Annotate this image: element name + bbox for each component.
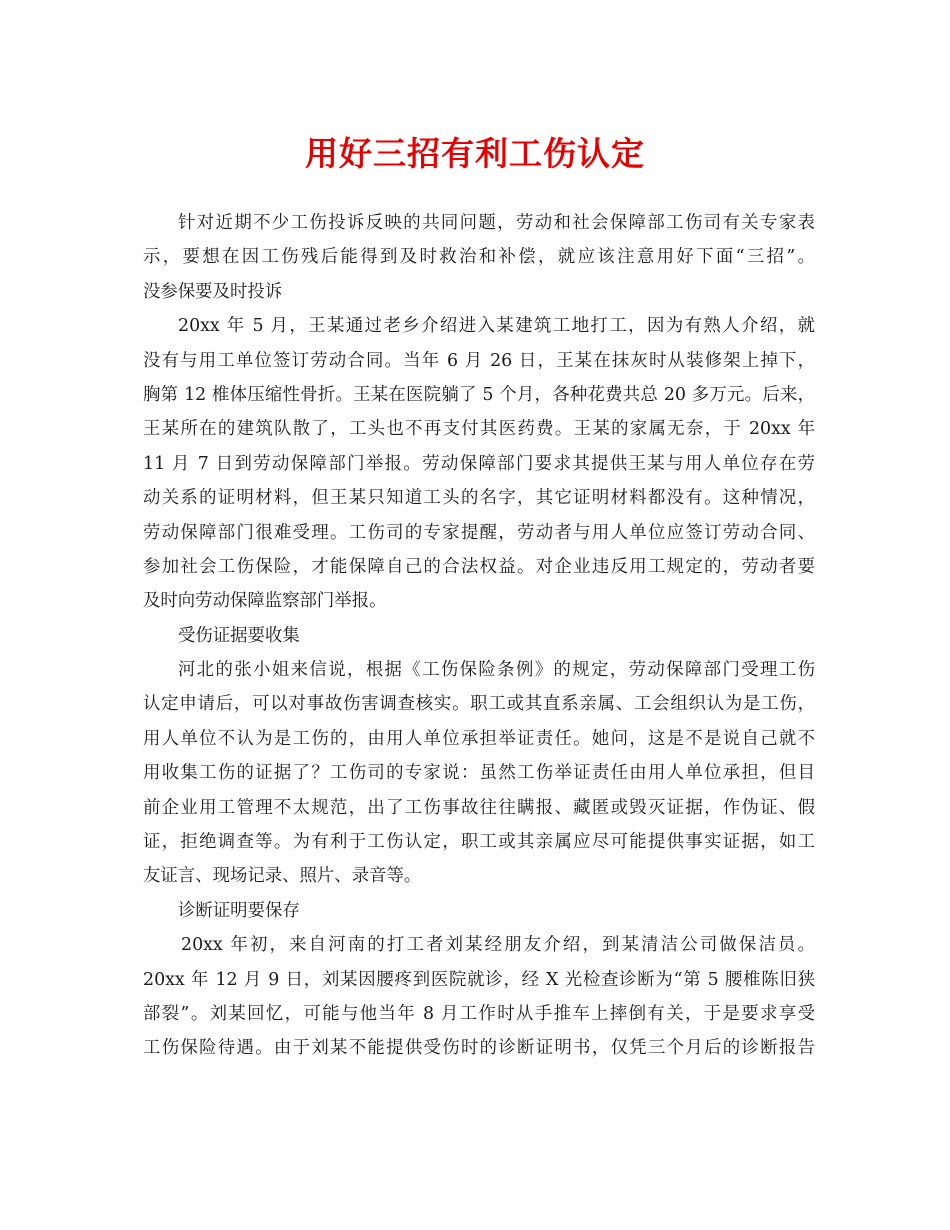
text-line: 证，拒绝调查等。为有利于工伤认定，职工或其亲属应尽可能提供事实证据，如工: [143, 832, 815, 853]
section-heading: 没参保要及时投诉: [143, 281, 283, 302]
paragraph-first-line: 针对近期不少工伤投诉反映的共同问题，劳动和社会保障部工伤司有关专家表: [178, 213, 815, 233]
text-line: 胸第 12 椎体压缩性骨折。王某在医院躺了 5 个月，各种花费共总 20 多万元。后来，: [143, 384, 815, 405]
text-line: 11 月 7 日到劳动保障部门举报。劳动保障部门要求其提供王某与用人单位存在劳: [143, 453, 815, 474]
text-line: 没有与用工单位签订劳动合同。当年 6 月 26 日，王某在抹灰时从装修架上掉下，: [143, 350, 815, 371]
paragraph-last-line: 及时向劳动保障监察部门举报。: [143, 591, 387, 612]
section-heading: 诊断证明要保存: [178, 900, 300, 921]
document-body: [143, 206, 815, 1066]
text-line: 20xx 年 12 月 9 日，刘某因腰疼到医院就诊，经 X 光检查诊断为“第 5 腰椎陈旧狭: [143, 969, 815, 990]
document-title: 用好三招有利工伤认定: [305, 134, 645, 173]
text-line: 用人单位不认为是工伤的，由用人单位承担举证责任。她问，这是不是说自己就不: [143, 728, 815, 749]
text-line: 示，要想在因工伤残后能得到及时救治和补偿，就应该注意用好下面“三招”。: [143, 247, 815, 268]
paragraph-first-line: 20xx 年初，来自河南的打工者刘某经朋友介绍，到某清洁公司做保洁员。: [181, 935, 815, 956]
text-line: 认定申请后，可以对事故伤害调查核实。职工或其直系亲属、工会组织认为是工伤，: [143, 694, 815, 715]
paragraph-first-line: 20xx 年 5 月，王某通过老乡介绍进入某建筑工地打工，因为有熟人介绍，就: [178, 316, 815, 337]
text-line: 部裂”。刘某回忆，可能与他当年 8 月工作时从手推车上摔倒有关，于是要求享受: [143, 1003, 815, 1024]
text-line: 动关系的证明材料，但王某只知道工头的名字，其它证明材料都没有。这种情况，: [143, 488, 815, 509]
paragraph-last-line: 友证言、现场记录、照片、录音等。: [143, 866, 422, 887]
text-line: 前企业用工管理不太规范，出了工伤事故往往瞒报、藏匿或毁灭证据，作伪证、假: [143, 797, 815, 818]
paragraph-first-line: 河北的张小姐来信说，根据《工伤保险条例》的规定，劳动保障部门受理工伤: [178, 660, 815, 681]
section-heading: 受伤证据要收集: [178, 625, 300, 646]
text-line: 工伤保险待遇。由于刘某不能提供受伤时的诊断证明书，仅凭三个月后的诊断报告: [143, 1038, 815, 1059]
text-line: 王某所在的建筑队散了，工头也不再支付其医药费。王某的家属无奈，于 20xx 年: [143, 419, 815, 440]
text-line: 参加社会工伤保险，才能保障自己的合法权益。对企业违反用工规定的，劳动者要: [143, 556, 815, 577]
text-line: 用收集工伤的证据了？工伤司的专家说：虽然工伤举证责任由用人单位承担，但目: [143, 763, 815, 784]
text-line: 劳动保障部门很难受理。工伤司的专家提醒，劳动者与用人单位应签订劳动合同、: [143, 522, 815, 543]
